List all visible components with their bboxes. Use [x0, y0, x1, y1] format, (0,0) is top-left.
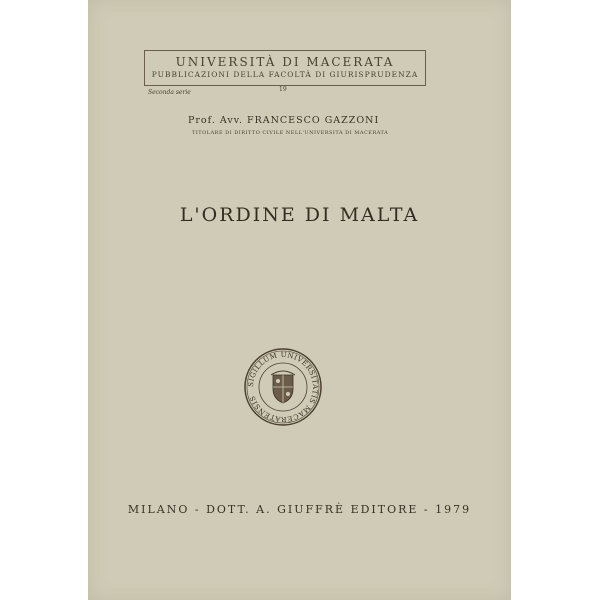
university-name: UNIVERSITÀ DI MACERATA — [175, 55, 395, 69]
university-seal-icon — [243, 347, 323, 427]
publication-header-box — [144, 50, 426, 86]
author-title: TITOLARE DI DIRITTO CIVILE NELL'UNIVERSITÀ DI MACERATA — [192, 130, 389, 136]
series-label: Seconda serie — [148, 89, 191, 96]
book-title: L'ORDINE DI MALTA — [179, 204, 420, 226]
author-name: Prof. Avv. FRANCESCO GAZZONI — [188, 115, 380, 126]
series-number: 19 — [279, 86, 287, 93]
seal-text: SIGILLUM UNIVERSITATIS MACERATENSIS — [246, 350, 320, 424]
publisher-line: MILANO - DOTT. A. GIUFFRÈ EDITORE - 1979 — [127, 503, 472, 516]
publications-line: PUBBLICAZIONI DELLA FACOLTÀ DI GIURISPRUDENZA — [151, 70, 419, 79]
book-cover — [88, 0, 511, 600]
